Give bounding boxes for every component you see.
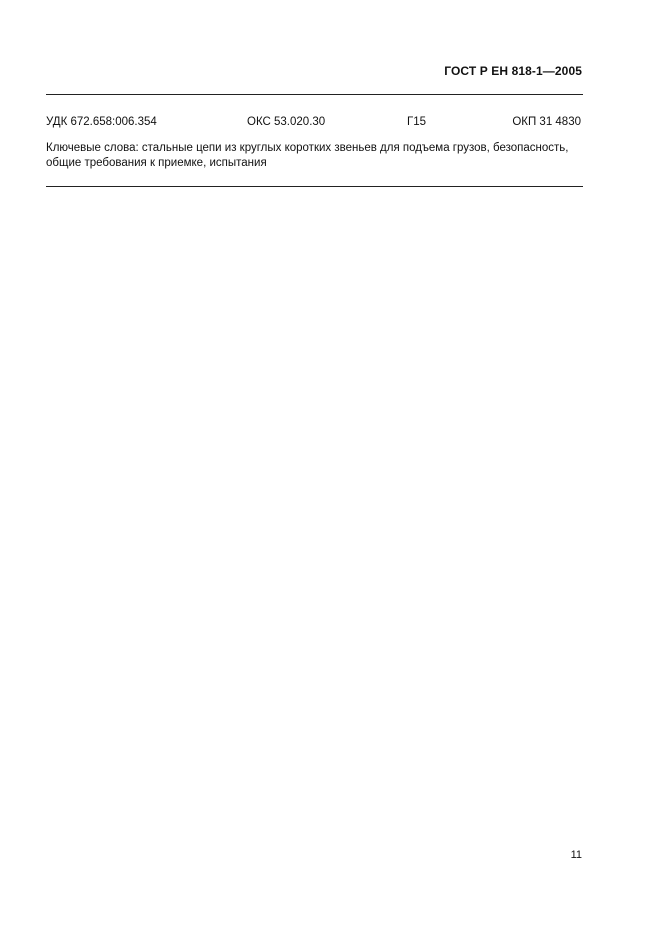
oks-code: ОКС 53.020.30 — [247, 116, 326, 128]
page-number: 11 — [570, 849, 582, 861]
top-divider — [46, 94, 583, 95]
group-code: Г15 — [407, 116, 427, 128]
okp-code: ОКП 31 4830 — [512, 116, 581, 128]
udk-code: УДК 672.658:006.354 — [46, 116, 157, 128]
classification-codes-row — [46, 116, 581, 132]
bottom-divider — [46, 186, 583, 187]
standard-number-header: ГОСТ Р ЕН 818-1—2005 — [444, 64, 582, 78]
keywords-paragraph: Ключевые слова: стальные цепи из круглых коротких звеньев для подъема грузов, безопасность, общие требования к приемке, испытания — [46, 142, 569, 169]
